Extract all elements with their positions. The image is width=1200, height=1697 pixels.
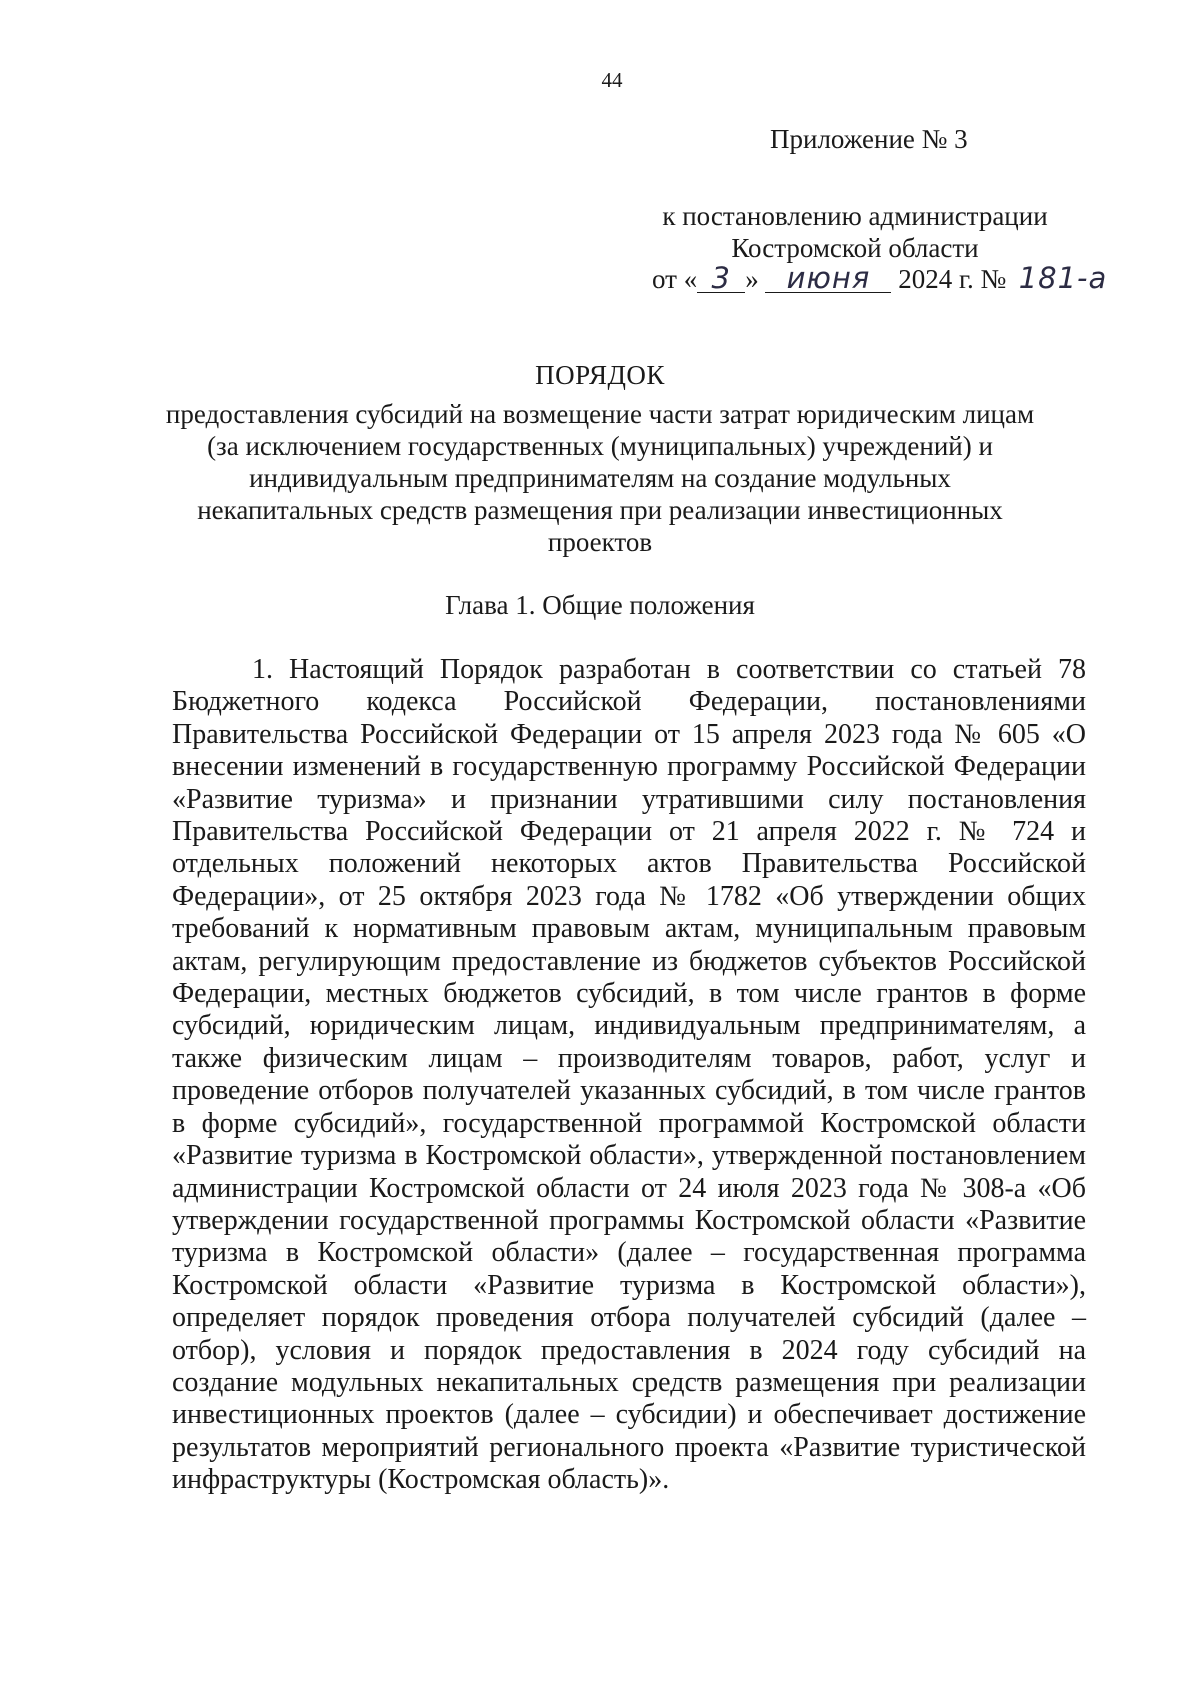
- document-subtitle: предоставления субсидий на возмещение части затрат юридическим лицам (за исключением государственных (муниципальных) учреждений) и индивидуальным предпринимателям на создание модульных некапитальных средств размещения при реализации инвестиционных проектов: [165, 399, 1035, 557]
- paragraph-1: 1. Настоящий Порядок разработан в соответствии со статьей 78 Бюджетного кодекса Российской Федерации, постановлениями Правительства Российской Федерации от 15 апреля 2023 года № 605 «О внесении изменений в государственную программу Российской Федерации «Развитие туризма» и признании утратившими силу постановления Правительства Российской Федерации от 21 апреля 2022 г. № 724 и отдельных положений некоторых актов Правительства Российской Федерации», от 25 октября 2023 года № 1782 «Об утверждении общих требований к нормативным правовым актам, муниципальным правовым актам, регулирующим предоставление из бюджетов субъектов Российской Федерации, местных бюджетов субсидий, в том числе грантов в форме субсидий, юридическим лицам, индивидуальным предпринимателям, а также физическим лицам – производителям товаров, работ, услуг и проведение отборов получателей указанных субсидий, в том числе грантов в форме субсидий», государственной программой Костромской области «Развитие туризма в Костромской области», утвержденной постановлением администрации Костромской области от 24 июля 2023 года № 308-а «Об утверждении государственной программы Костромской области «Развитие туризма в Костромской области» (далее – государственная программа Костромской области «Развитие туризма в Костромской области»), определяет порядок проведения отбора получателей субсидий (далее – отбор), условия и порядок предоставления в 2024 году субсидий на создание модульных некапитальных средств размещения при реализации инвестиционных проектов (далее – субсидии) и обеспечивает достижение результатов мероприятий регионального проекта «Развитие туристической инфраструктуры (Костромская область)».: [172, 654, 1086, 1496]
- date-day-handwritten: 3: [711, 261, 731, 295]
- date-day-blank: [697, 261, 745, 295]
- resolution-line: к постановлению администрации: [662, 201, 1048, 231]
- page-number: 44: [601, 68, 623, 92]
- date-quote-close: »: [745, 264, 759, 294]
- resolution-number-blank: [1013, 261, 1113, 295]
- date-month-handwritten: июня: [786, 261, 871, 295]
- resolution-number-handwritten: 181-а: [1018, 261, 1108, 295]
- appendix-reference: [620, 200, 1090, 264]
- chapter-heading: Глава 1. Общие положения: [445, 590, 755, 620]
- date-prefix: от «: [652, 264, 698, 294]
- date-month-blank: [765, 261, 891, 295]
- document-title: ПОРЯДОК: [535, 360, 665, 390]
- resolution-date-line: [652, 261, 1113, 295]
- date-year-label: 2024 г. №: [898, 264, 1007, 294]
- appendix-title: Приложение № 3: [770, 124, 968, 154]
- region-line: Костромской области: [731, 233, 979, 263]
